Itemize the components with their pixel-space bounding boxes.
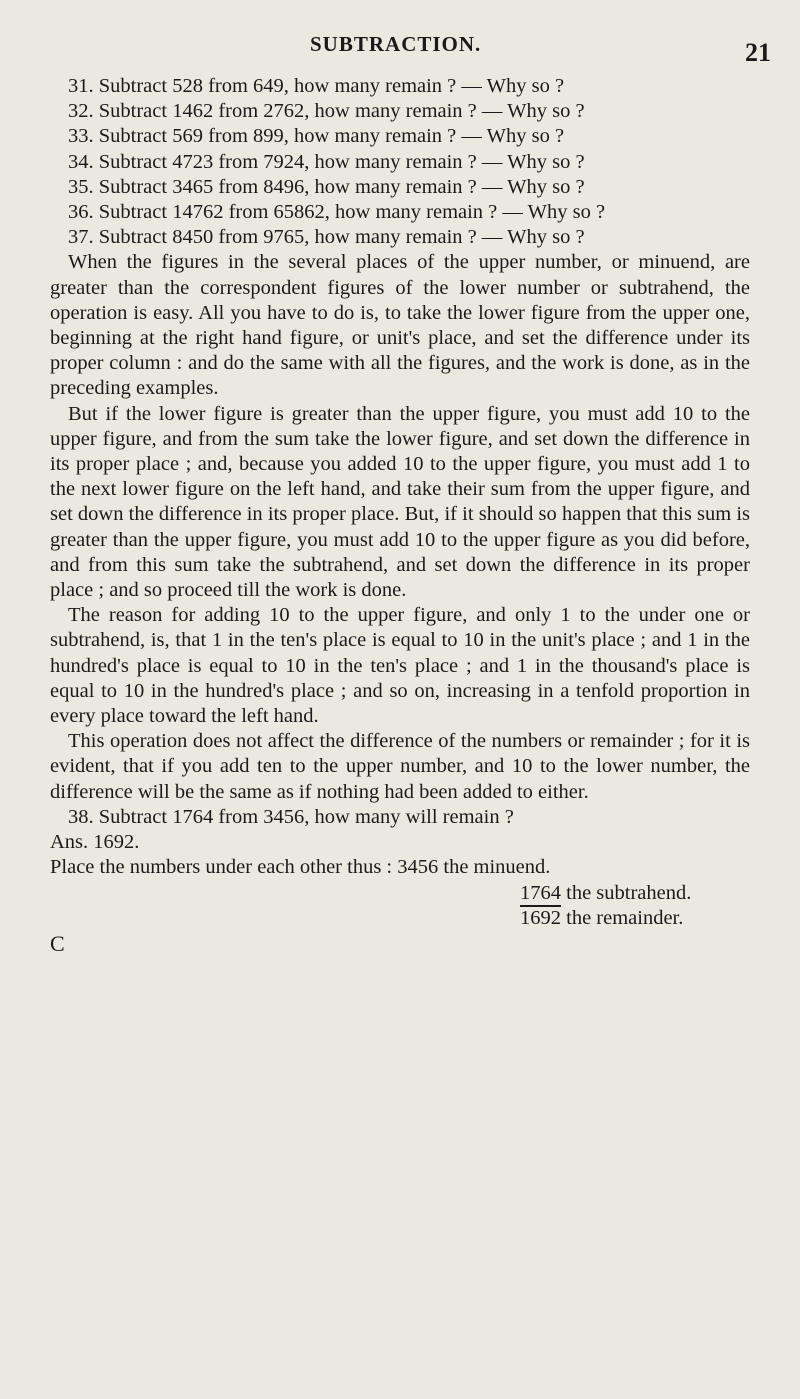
exercise-31: 31. Subtract 528 from 649, how many remain ? — Why so ? — [68, 75, 565, 97]
running-title: SUBTRACTION. — [310, 32, 482, 56]
remainder-label: the remainder. — [561, 906, 684, 929]
paragraph-difference: This operation does not affect the difference of the numbers or remainder ; for it is evident, that if you add ten to the upper number, and 10 to the lower number, the difference will be the same as if nothing had been added to either. — [50, 730, 750, 803]
page-body — [50, 74, 750, 956]
example-stack — [520, 881, 750, 931]
subtrahend-line: 1764 the subtrahend. — [520, 881, 692, 904]
remainder-line — [520, 906, 750, 931]
exercise-37: 37. Subtract 8450 from 9765, how many remain ? — Why so ? — [68, 226, 585, 249]
remainder-number: 1692 — [520, 906, 561, 929]
exercise-36: 36. Subtract 14762 from 65862, how many remain ? — Why so ? — [68, 201, 606, 224]
paragraph-borrowing: But if the lower figure is greater than the upper figure, you must add 10 to the upper figure, and from the sum take the lower figure, and set down the difference in its proper place ; and, because you added 10 to the upper figure, you must add 1 to the next lower figure on the left hand, and take their sum from the upper figure, and set down the difference in its proper place. But, if it should so happen that this sum is greater than the upper figure, you must add 10 to the upper figure as you did before, and from this sum take the subtrahend, and set down the difference in its proper place ; and so proceed till the work is done. — [50, 402, 750, 602]
page-header — [0, 30, 800, 66]
minuend-line: 3456 the minuend. — [397, 856, 551, 879]
exercise-32: 32. Subtract 1462 from 2762, how many remain ? — Why so ? — [68, 100, 585, 123]
page-number: 21 — [745, 38, 771, 67]
answer-38: Ans. 1692. — [50, 831, 140, 854]
paragraph-reason: The reason for adding 10 to the upper figure, and only 1 to the under one or subtrahend, is, that 1 in the ten's place is equal to 10 in the unit's place ; and 1 in the hundred's place is equal to 10 in the ten's place ; and 1 in the thousand's place is equal to 10 in the hundred's place ; and so on, increasing in a tenfold proportion in every place toward the left hand. — [50, 604, 750, 728]
exercise-38: 38. Subtract 1764 from 3456, how many will remain ? — [68, 805, 514, 828]
exercise-33: 33. Subtract 569 from 899, how many remain ? — Why so ? — [68, 125, 565, 148]
exercise-34: 34. Subtract 4723 from 7924, how many remain ? — Why so ? — [68, 150, 585, 173]
signature-mark: C — [50, 930, 65, 956]
example-lead: Place the numbers under each other thus : 3456 the minuend. — [50, 856, 551, 879]
paragraph-easy-case: When the figures in the several places of the upper number, or minuend, are greater than the correspondent figures of the lower number or subtrahend, the operation is easy. All you have to do is, to take the lower figure from the upper one, beginning at the right hand figure, or unit's place, and set the difference under its proper column : and do the same with all the figures, and the work is done, as in the preceding examples. — [50, 251, 750, 400]
exercise-35: 35. Subtract 3465 from 8496, how many remain ? — Why so ? — [68, 175, 585, 198]
